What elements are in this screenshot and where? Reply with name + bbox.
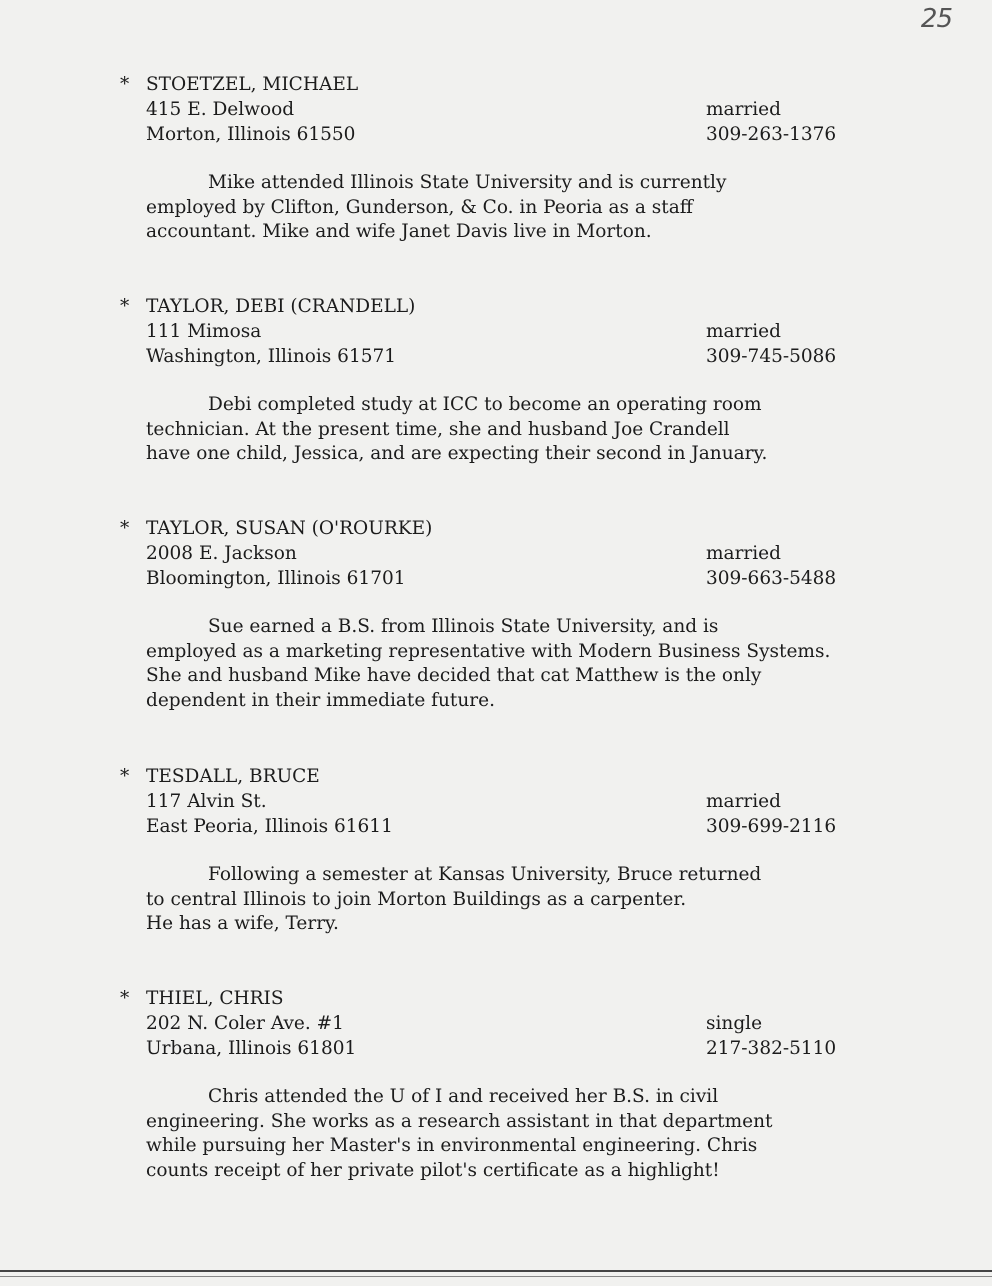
entry-phone: 217-382-5110 [706, 1038, 837, 1059]
entry-name: TAYLOR, DEBI (CRANDELL) [146, 296, 416, 317]
asterisk-marker: * [120, 766, 130, 787]
bio-line: counts receipt of her private pilot's certificate as a highlight! [146, 1159, 720, 1181]
entry-address: 202 N. Coler Ave. #1 [146, 1013, 344, 1034]
entry-name: TAYLOR, SUSAN (O'ROURKE) [146, 518, 433, 539]
bio-line: Following a semester at Kansas University, Bruce returned [208, 864, 762, 885]
entry-bio [120, 1085, 980, 1183]
entry-address: 117 Alvin St. [146, 791, 267, 812]
directory-entry [120, 516, 980, 713]
entry-phone: 309-263-1376 [706, 124, 837, 145]
entry-status: married [706, 791, 781, 812]
entry-city: East Peoria, Illinois 61611 [146, 816, 393, 837]
bio-line: engineering. She works as a research assistant in that department [146, 1110, 773, 1132]
bio-line: to central Illinois to join Morton Buildings as a carpenter. [146, 888, 687, 910]
bio-line: dependent in their immediate future. [146, 689, 495, 711]
entry-phone: 309-745-5086 [706, 346, 837, 367]
entry-name: TESDALL, BRUCE [146, 766, 320, 787]
asterisk-marker: * [120, 518, 130, 539]
entry-address: 2008 E. Jackson [146, 543, 297, 564]
directory-entry [120, 294, 980, 467]
entry-city: Urbana, Illinois 61801 [146, 1038, 357, 1059]
asterisk-marker: * [120, 988, 130, 1009]
entry-phone: 309-699-2116 [706, 816, 837, 837]
page-number: 25 [920, 4, 952, 34]
bio-line: technician. At the present time, she and husband Joe Crandell [146, 418, 730, 440]
entry-phone: 309-663-5488 [706, 568, 837, 589]
bio-line: accountant. Mike and wife Janet Davis live in Morton. [146, 221, 652, 242]
entry-bio [120, 863, 980, 937]
bio-line: employed by Clifton, Gunderson, & Co. in Peoria as a staff [146, 196, 693, 218]
bio-line: while pursuing her Master's in environmental engineering. Chris [146, 1135, 758, 1156]
entry-status: married [706, 543, 781, 564]
bio-line: Chris attended the U of I and received her B.S. in civil [208, 1086, 719, 1107]
entry-bio [120, 171, 980, 245]
entry-address: 415 E. Delwood [146, 99, 295, 120]
bottom-rule [0, 1276, 992, 1277]
bio-line: He has a wife, Terry. [146, 913, 339, 934]
bio-line: Debi completed study at ICC to become an operating room [208, 394, 762, 415]
bottom-rule [0, 1270, 992, 1272]
asterisk-marker: * [120, 296, 130, 317]
bio-line: have one child, Jessica, and are expecting their second in January. [146, 443, 768, 464]
bio-line: She and husband Mike have decided that cat Matthew is the only [146, 665, 762, 686]
bio-line: Mike attended Illinois State University and is currently [208, 172, 727, 193]
bio-line: Sue earned a B.S. from Illinois State University, and is [208, 616, 719, 637]
entry-city: Washington, Illinois 61571 [146, 346, 397, 367]
entry-bio [120, 393, 980, 467]
entry-name: THIEL, CHRIS [146, 988, 284, 1009]
entry-name: STOETZEL, MICHAEL [146, 74, 359, 95]
entry-city: Morton, Illinois 61550 [146, 124, 356, 145]
entry-bio [120, 615, 980, 713]
bio-line: employed as a marketing representative with Modern Business Systems. [146, 640, 831, 662]
entry-address: 111 Mimosa [146, 321, 262, 342]
directory-entry [120, 764, 980, 937]
entry-status: married [706, 99, 781, 120]
directory-entry [120, 986, 980, 1183]
entry-status: single [706, 1013, 763, 1034]
asterisk-marker: * [120, 74, 130, 95]
entry-city: Bloomington, Illinois 61701 [146, 568, 406, 589]
entry-status: married [706, 321, 781, 342]
directory-entry [120, 72, 980, 245]
